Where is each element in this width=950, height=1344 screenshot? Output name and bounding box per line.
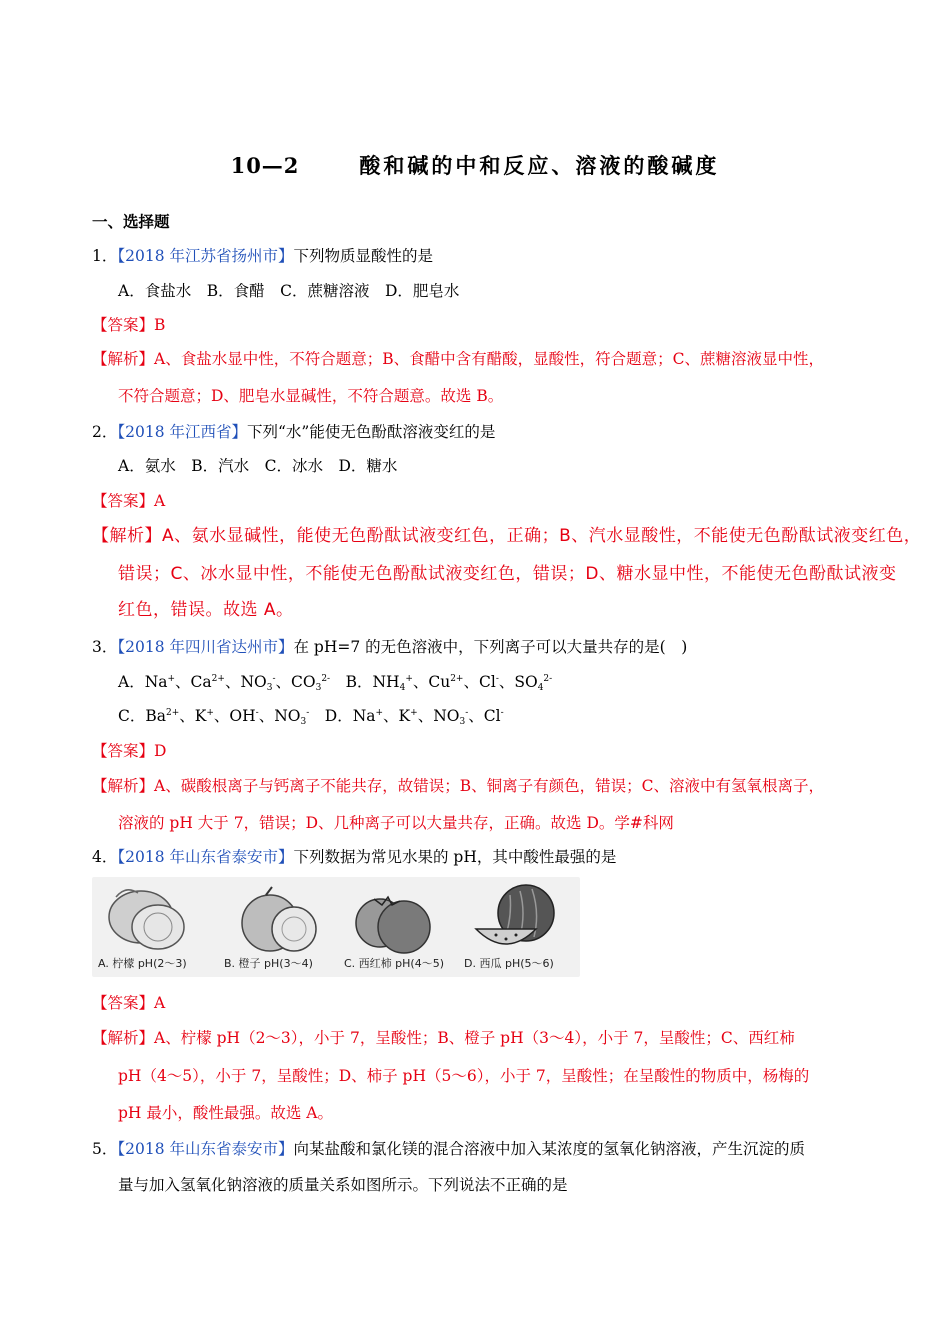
question-4 <box>92 847 616 867</box>
answer-line <box>92 315 165 335</box>
answer-label: 【答案】 <box>92 742 155 760</box>
question-5 <box>92 1139 805 1159</box>
orange-icon <box>222 877 342 957</box>
analysis-text: 不符合题意；D、肥皂水显碱性，不符合题意。故选 B。 <box>118 387 504 405</box>
analysis-text: pH 最小，酸性最强。故选 A。 <box>118 1104 333 1122</box>
section-heading: 一、选择题 <box>92 212 170 231</box>
analysis-line <box>92 1028 795 1048</box>
answer-label: 【答案】 <box>92 492 155 510</box>
question-number: 4． <box>92 848 118 866</box>
analysis-line <box>92 776 824 796</box>
answer-value: A <box>154 994 166 1012</box>
question-stem: 在 pH=7 的无色溶液中，下列离子可以大量共存的是( ) <box>293 638 688 656</box>
question-stem: 下列物质显酸性的是 <box>293 247 434 265</box>
fruit-image <box>92 877 580 977</box>
question-stem: 下列“水”能使无色酚酞溶液变红的是 <box>247 423 496 441</box>
answer-line <box>92 741 166 761</box>
analysis-text: A、氨水显碱性，能使无色酚酞试液变红色，正确；B、汽水显酸性，不能使无色酚酞试液变红色， <box>162 526 922 546</box>
fruit-caption: D. 西瓜 pH(5～6) <box>464 957 554 970</box>
question-number: 3． <box>92 638 118 656</box>
fruit-caption: B. 橙子 pH(3～4) <box>224 957 313 970</box>
question-options: A．食盐水 B．食醋 C．蔗糖溶液 D．肥皂水 <box>118 282 460 300</box>
fruit-caption: A. 柠檬 pH(2～3) <box>98 957 187 970</box>
tomato-figure <box>342 877 462 977</box>
analysis-text: A、柠檬 pH（2～3），小于 7，呈酸性；B、橙子 pH（3～4），小于 7，呈酸性；C、西红柿 <box>154 1029 795 1047</box>
analysis-label: 【解析】 <box>92 1029 155 1047</box>
question-stem: 向某盐酸和氯化镁的混合溶液中加入某浓度的氢氧化钠溶液，产生沉淀的质 <box>293 1140 806 1158</box>
analysis-text: A、食盐水显中性，不符合题意；B、食醋中含有醋酸，显酸性，符合题意；C、蔗糖溶液显中性， <box>154 350 824 368</box>
question-2 <box>92 422 495 442</box>
watermelon-figure <box>462 877 582 977</box>
answer-value: B <box>154 316 166 334</box>
analysis-line <box>92 349 824 369</box>
analysis-line <box>92 526 921 546</box>
watermelon-icon <box>462 877 582 957</box>
analysis-text: 错误；C、冰水显中性，不能使无色酚酞试液变红色，错误；D、糖水显中性，不能使无色酚酞试液变 <box>118 564 897 584</box>
analysis-text: pH（4～5），小于 7，呈酸性；D、柿子 pH（5～6），小于 7，呈酸性；在呈酸性的物质中，杨梅的 <box>118 1067 810 1085</box>
fruit-caption: C. 西红柿 pH(4～5) <box>344 957 445 970</box>
question-options: A．氨水 B．汽水 C．冰水 D．糖水 <box>118 457 398 475</box>
question-1 <box>92 246 433 266</box>
analysis-text: 溶液的 pH 大于 7，错误；D、几种离子可以大量共存，正确。故选 D。学#科网 <box>118 814 674 832</box>
orange-figure <box>222 877 342 977</box>
answer-line <box>92 491 165 511</box>
question-number: 1． <box>92 247 118 265</box>
title-number: 10—2 <box>230 153 300 178</box>
question-3 <box>92 637 687 657</box>
question-options-cd: C．$Ba^{2+}$、K+、OH-、$NO_3^-$ D．Na+、K+、$NO_3^-$、Cl- <box>118 707 504 727</box>
question-stem: 下列数据为常见水果的 pH，其中酸性最强的是 <box>293 848 617 866</box>
tomato-icon <box>342 877 462 957</box>
analysis-label: 【解析】 <box>92 777 155 795</box>
question-source: 【2018 年山东省泰安市】 <box>117 848 294 866</box>
question-source: 【2018 年江苏省扬州市】 <box>117 247 294 265</box>
analysis-label: 【解析】 <box>92 526 162 546</box>
answer-label: 【答案】 <box>92 994 155 1012</box>
analysis-label: 【解析】 <box>92 350 155 368</box>
answer-value: D <box>154 742 167 760</box>
answer-label: 【答案】 <box>92 316 155 334</box>
question-source: 【2018 年四川省达州市】 <box>117 638 294 656</box>
title-text: 酸和碱的中和反应、溶液的酸碱度 <box>359 153 720 178</box>
question-number: 5． <box>92 1140 118 1158</box>
question-options-ab: A．Na+、$Ca^{2+}$、$NO_3^-$、$CO_3^{2-}$ B．$NH_4^+$、$Cu^{2+}$、Cl-、$SO_4^{2-}$ <box>118 673 553 693</box>
lemon-icon <box>96 877 216 957</box>
analysis-text: 红色，错误。故选 A。 <box>118 600 294 620</box>
answer-value: A <box>154 492 166 510</box>
question-source: 【2018 年山东省泰安市】 <box>117 1140 294 1158</box>
analysis-text: A、碳酸根离子与钙离子不能共存，故错误；B、铜离子有颜色，错误；C、溶液中有氢氧根离子， <box>154 777 824 795</box>
question-stem: 量与加入氢氧化钠溶液的质量关系如图所示。下列说法不正确的是 <box>118 1176 568 1194</box>
question-number: 2． <box>92 423 118 441</box>
lemon-figure <box>96 877 216 977</box>
answer-line <box>92 993 165 1013</box>
page-title <box>0 150 950 180</box>
question-source: 【2018 年江西省】 <box>117 423 247 441</box>
